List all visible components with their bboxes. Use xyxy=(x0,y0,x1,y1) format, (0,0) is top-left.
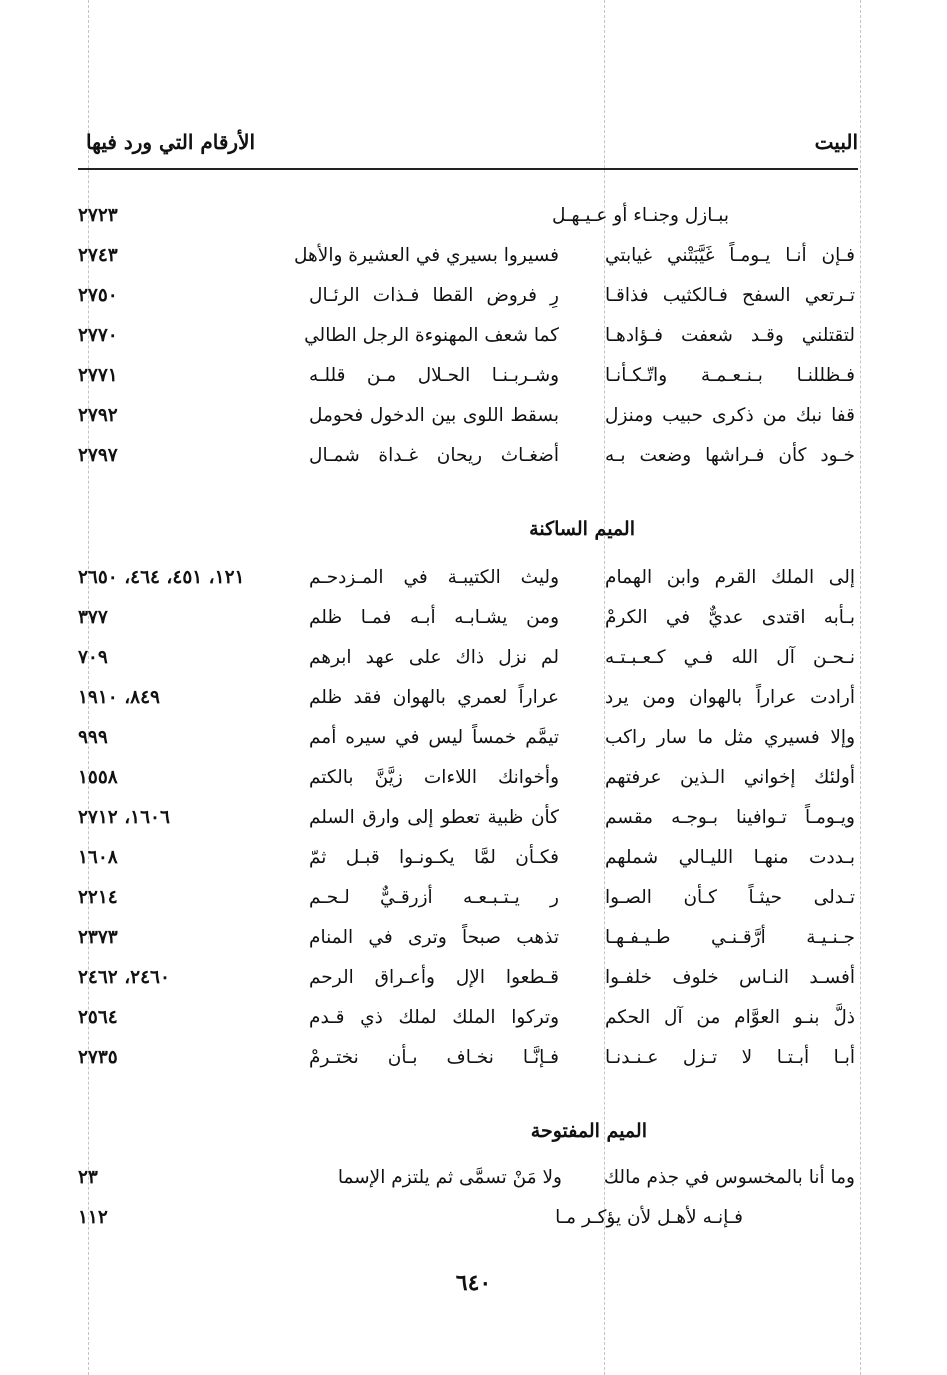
reference-number: ٢٧٧٠ xyxy=(78,325,118,346)
reference-number: ٢٢١٤ xyxy=(78,887,118,908)
reference-number: ٩٩٩ xyxy=(78,727,108,748)
reference-number: ٨٤٩، ١٩١٠ xyxy=(78,687,160,708)
verse-row xyxy=(0,196,947,236)
reference-number: ٢٧٩٧ xyxy=(78,445,118,466)
first-hemistich: بـددت منهـا الليـالي شملهم xyxy=(605,847,855,868)
second-hemistich: أضغـاث ريحان غـداة شمـال xyxy=(309,445,559,466)
second-hemistich: فسيروا بسيري في العشيرة والأهل xyxy=(294,245,559,266)
header-title-numbers: الأرقام التي ورد فيها xyxy=(86,130,256,154)
second-hemistich: كما شعف المهنوءة الرجل الطالي xyxy=(304,325,559,346)
verse-row xyxy=(0,678,947,718)
first-hemistich: إلى الملك القرم وابن الهمام xyxy=(605,567,855,588)
verse-row xyxy=(0,798,947,838)
reference-number: ٢٧٥٠ xyxy=(78,285,118,306)
first-hemistich: أولئك إخواني الـذين عرفتهم xyxy=(605,767,855,788)
verse-row xyxy=(0,758,947,798)
reference-number: ٢٧٣٥ xyxy=(78,1047,118,1068)
verse-row xyxy=(0,1038,947,1078)
second-hemistich: بسقط اللوى بين الدخول فحومل xyxy=(309,405,559,426)
first-hemistich: بـأبه اقتدى عديٌّ في الكرمْ xyxy=(605,607,855,628)
second-hemistich: وليث الكتيبـة في المـزدحـم xyxy=(309,567,559,588)
reference-number: ٢٧٤٣ xyxy=(78,245,118,266)
first-hemistich: لتقتلني وقـد شعفت فـؤادهـا xyxy=(605,325,855,346)
second-hemistich: عراراً لعمري بالهوان فقد ظلم xyxy=(309,687,559,708)
verse-row xyxy=(0,396,947,436)
verse-row xyxy=(0,958,947,998)
second-hemistich: وشـربـنـا الحـلال مـن قللـه xyxy=(309,365,559,386)
verse-row xyxy=(0,276,947,316)
verse-row xyxy=(0,918,947,958)
verse-row xyxy=(0,356,947,396)
reference-number: ٧٠٩ xyxy=(78,647,108,668)
first-hemistich: فـإن أنـا يـومـاً غَيَّبَتْني غيابتي xyxy=(605,245,855,266)
first-hemistich: قفا نبك من ذكرى حبيب ومنزل xyxy=(605,405,855,426)
reference-number: ٢٣٧٣ xyxy=(78,927,118,948)
second-hemistich: فـإنَّـا نخـاف بـأن نختـرمْ xyxy=(309,1047,559,1068)
second-hemistich: ر يـتـبـعـه أزرقـيٌّ لـحـم xyxy=(309,887,559,908)
verse-row xyxy=(0,436,947,476)
second-hemistich: ومن يشـابـه أبـه فمـا ظلم xyxy=(309,607,559,628)
reference-number: ١٥٥٨ xyxy=(78,767,118,788)
first-hemistich: خـود كأن فـراشها وضعت بـه xyxy=(605,445,855,466)
second-hemistich: كأن ظبية تعطو إلى وارق السلم xyxy=(309,807,559,828)
first-hemistich: فـظللنـا بـنـعـمـة واتّـكـأنـا xyxy=(605,365,855,386)
verse-row xyxy=(0,638,947,678)
first-hemistich: جـنـيـة أرَّقـنـي طـيـفـهـا xyxy=(605,927,855,948)
first-hemistich: تـدلى حيثـاً كـأن الصـوا xyxy=(605,887,855,908)
second-hemistich: رِ فروض القطا فـذات الرئـال xyxy=(309,285,559,306)
second-hemistich: تيمَّم خمساً ليس في سيره أمم xyxy=(309,727,559,748)
verse-row xyxy=(0,558,947,598)
section-title: الميم الساكنة xyxy=(529,518,635,540)
reference-number: ٢٧٢٣ xyxy=(78,205,118,226)
verse-row xyxy=(0,718,947,758)
first-hemistich: أبـا أبـتـا لا تـزل عـنـدنـا xyxy=(605,1047,855,1068)
section-title: الميم المفتوحة xyxy=(530,1120,647,1142)
verse-row xyxy=(0,598,947,638)
first-hemistich: وما أنا بالمخسوس في جذم مالك xyxy=(603,1167,855,1188)
reference-number: ١٦٠٦، ٢٧١٢ xyxy=(78,807,170,828)
page-header xyxy=(78,128,858,170)
reference-number: ١١٢ xyxy=(78,1207,108,1228)
reference-number: ٢٤٦٠، ٢٤٦٢ xyxy=(78,967,170,988)
first-hemistich: ويـومـاً تـوافينا بـوجـه مقسم xyxy=(605,807,855,828)
verse-row xyxy=(0,1158,947,1198)
reference-number: ٣٧٧ xyxy=(78,607,108,628)
hemistich: ببـازل وجنـاء أو عـيـهـل xyxy=(551,205,729,226)
header-title-verse: البيت xyxy=(814,130,858,154)
reference-number: ٢٧٧١ xyxy=(78,365,118,386)
verse-row xyxy=(0,998,947,1038)
second-hemistich: تذهب صبحاً وترى في المنام xyxy=(309,927,559,948)
verse-row xyxy=(0,316,947,356)
reference-number: ١٢١، ٤٥١، ٤٦٤، ٢٦٥٠ xyxy=(78,567,245,588)
first-hemistich: وإلا فسيري مثل ما سار راكب xyxy=(605,727,855,748)
verse-row xyxy=(0,236,947,276)
second-hemistich: قـطعوا الإل وأعـراق الرحم xyxy=(309,967,559,988)
verse-row xyxy=(0,838,947,878)
first-hemistich: أرادت عراراً بالهوان ومن يرد xyxy=(605,687,855,708)
reference-number: ٢٣ xyxy=(78,1167,98,1188)
second-hemistich: وتركوا الملك لملك ذي قـدم xyxy=(309,1007,559,1028)
reference-number: ٢٧٩٢ xyxy=(78,405,118,426)
first-hemistich: أفسـد النـاس خلوف خلفـوا xyxy=(605,967,855,988)
first-hemistich: نـحـن آل الله فـي كـعـبـتـه xyxy=(605,647,855,668)
hemistich: فـإنـه لأهـل لأن يؤكـر مـا xyxy=(555,1207,743,1228)
second-hemistich: ولا مَنْ تسمَّى ثم يلتزم الإسما xyxy=(337,1167,562,1188)
reference-number: ٢٥٦٤ xyxy=(78,1007,118,1028)
first-hemistich: ذلَّ بنـو العوَّام من آل الحكم xyxy=(605,1007,855,1028)
reference-number: ١٦٠٨ xyxy=(78,847,118,868)
verse-row xyxy=(0,1198,947,1238)
page-number: ٦٤٠ xyxy=(455,1270,492,1296)
first-hemistich: تـرتعي السفح فـالكثيب فذاقـا xyxy=(605,285,855,306)
second-hemistich: لم نزل ذاك على عهد ابرهم xyxy=(309,647,559,668)
second-hemistich: وأخوانك اللاءات زيَّنَّ بالكتم xyxy=(309,767,559,788)
second-hemistich: فكـأن لمَّا يكـونـوا قبـل ثمّ xyxy=(309,847,559,868)
verse-row xyxy=(0,878,947,918)
